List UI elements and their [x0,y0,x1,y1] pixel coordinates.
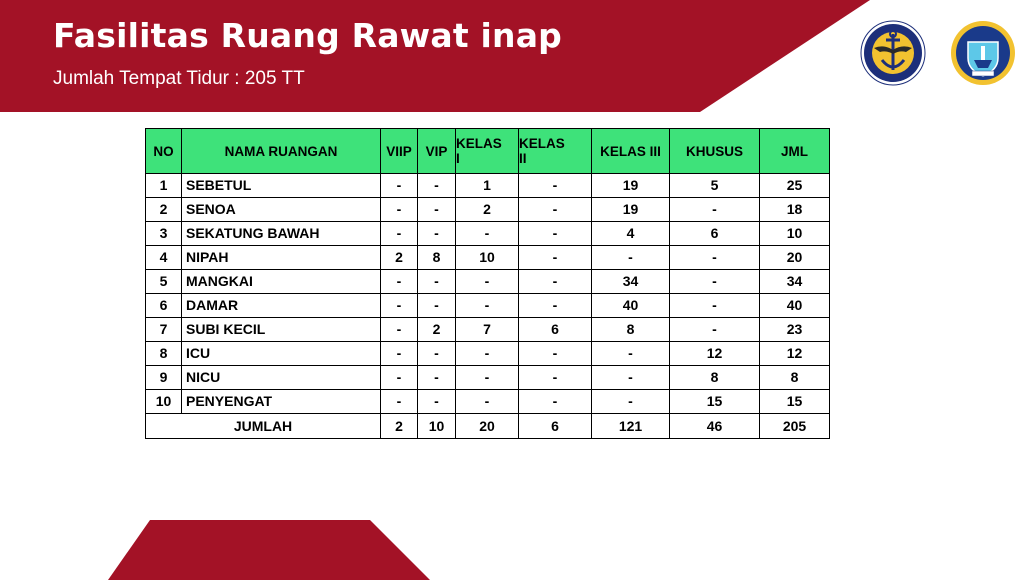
cell-jml: 23 [760,318,830,342]
cell-khusus: - [670,198,760,222]
cell-khusus: - [670,270,760,294]
cell-khusus: 15 [670,390,760,414]
cell-khusus: 12 [670,342,760,366]
table-header-row [146,129,830,174]
cell-viip: - [381,294,418,318]
header-khusus: KHUSUS [670,129,760,174]
cell-jml: 15 [760,390,830,414]
header-name: NAMA RUANGAN [182,129,381,174]
cell-kelas-2: - [519,270,592,294]
cell-kelas-3: 19 [592,198,670,222]
cell-jml: 40 [760,294,830,318]
cell-name: ICU [182,342,381,366]
cell-vip: - [418,270,456,294]
cell-kelas-3: 19 [592,174,670,198]
cell-kelas-2: - [519,174,592,198]
cell-kelas-1: - [456,366,519,390]
table-row [146,390,830,414]
cell-kelas-1: - [456,342,519,366]
table-row [146,342,830,366]
table-row [146,198,830,222]
header-kelas-1 [456,129,519,174]
cell-kelas-1: 2 [456,198,519,222]
cell-vip: - [418,390,456,414]
table-total-row [146,414,830,439]
table-row [146,318,830,342]
table-row [146,294,830,318]
cell-no: 6 [146,294,182,318]
page-subtitle: Jumlah Tempat Tidur : 205 TT [53,68,305,89]
cell-viip: - [381,390,418,414]
cell-viip: - [381,174,418,198]
total-jml: 205 [760,414,830,439]
cell-name: NICU [182,366,381,390]
cell-viip: - [381,318,418,342]
cell-kelas-3: 4 [592,222,670,246]
total-viip: 2 [381,414,418,439]
cell-kelas-3: - [592,246,670,270]
cell-khusus: 5 [670,174,760,198]
cell-viip: - [381,342,418,366]
footer-banner [0,520,1024,580]
cell-no: 2 [146,198,182,222]
cell-vip: 2 [418,318,456,342]
cell-name: NIPAH [182,246,381,270]
cell-kelas-3: - [592,342,670,366]
total-label: JUMLAH [146,414,381,439]
cell-khusus: - [670,318,760,342]
total-khusus: 46 [670,414,760,439]
cell-viip: - [381,270,418,294]
cell-name: SEKATUNG BAWAH [182,222,381,246]
total-kelas-1: 20 [456,414,519,439]
cell-kelas-1: 7 [456,318,519,342]
cell-kelas-3: 34 [592,270,670,294]
cell-vip: - [418,198,456,222]
header-kelas-3: KELAS III [592,129,670,174]
table-row [146,222,830,246]
total-kelas-3: 121 [592,414,670,439]
cell-vip: 8 [418,246,456,270]
cell-kelas-1: - [456,222,519,246]
cell-kelas-2: - [519,390,592,414]
cell-viip: - [381,222,418,246]
header-kelas-1-line1: KELAS [456,136,502,151]
cell-jml: 12 [760,342,830,366]
cell-khusus: - [670,246,760,270]
cell-viip: - [381,366,418,390]
cell-vip: - [418,366,456,390]
cell-kelas-1: 1 [456,174,519,198]
header-kelas-2 [519,129,592,174]
header-kelas-2-line1: KELAS [519,136,565,151]
table-row [146,174,830,198]
table-row [146,366,830,390]
header-jml: JML [760,129,830,174]
cell-no: 9 [146,366,182,390]
cell-name: SUBI KECIL [182,318,381,342]
cell-name: SEBETUL [182,174,381,198]
cell-vip: - [418,294,456,318]
cell-vip: - [418,342,456,366]
header-vip: VIP [418,129,456,174]
cell-kelas-2: - [519,198,592,222]
cell-jml: 25 [760,174,830,198]
table-row [146,246,830,270]
cell-kelas-2: - [519,294,592,318]
cell-khusus: 8 [670,366,760,390]
cell-kelas-2: 6 [519,318,592,342]
cell-viip: 2 [381,246,418,270]
cell-kelas-2: - [519,366,592,390]
cell-jml: 10 [760,222,830,246]
cell-kelas-2: - [519,342,592,366]
cell-khusus: 6 [670,222,760,246]
anchor-eagle-emblem-icon [860,20,926,86]
header-no: NO [146,129,182,174]
total-kelas-2: 6 [519,414,592,439]
naval-base-emblem-icon [950,20,1016,86]
header-viip: VIIP [381,129,418,174]
cell-name: PENYENGAT [182,390,381,414]
cell-khusus: - [670,294,760,318]
cell-jml: 20 [760,246,830,270]
cell-no: 8 [146,342,182,366]
total-vip: 10 [418,414,456,439]
cell-no: 5 [146,270,182,294]
cell-kelas-1: 10 [456,246,519,270]
page-title: Fasilitas Ruang Rawat inap [53,16,562,55]
cell-kelas-3: 40 [592,294,670,318]
cell-jml: 34 [760,270,830,294]
cell-jml: 18 [760,198,830,222]
table-row [146,270,830,294]
bed-facility-table [145,128,830,439]
cell-no: 1 [146,174,182,198]
cell-kelas-2: - [519,246,592,270]
cell-vip: - [418,222,456,246]
cell-kelas-3: - [592,390,670,414]
cell-vip: - [418,174,456,198]
cell-name: SENOA [182,198,381,222]
cell-no: 7 [146,318,182,342]
header-kelas-2-line2: II [519,151,527,166]
cell-viip: - [381,198,418,222]
cell-kelas-3: 8 [592,318,670,342]
cell-name: DAMAR [182,294,381,318]
cell-kelas-2: - [519,222,592,246]
cell-kelas-1: - [456,390,519,414]
cell-kelas-1: - [456,294,519,318]
cell-no: 4 [146,246,182,270]
cell-kelas-3: - [592,366,670,390]
header-kelas-1-line2: I [456,151,460,166]
cell-kelas-1: - [456,270,519,294]
cell-name: MANGKAI [182,270,381,294]
cell-no: 10 [146,390,182,414]
cell-no: 3 [146,222,182,246]
cell-jml: 8 [760,366,830,390]
